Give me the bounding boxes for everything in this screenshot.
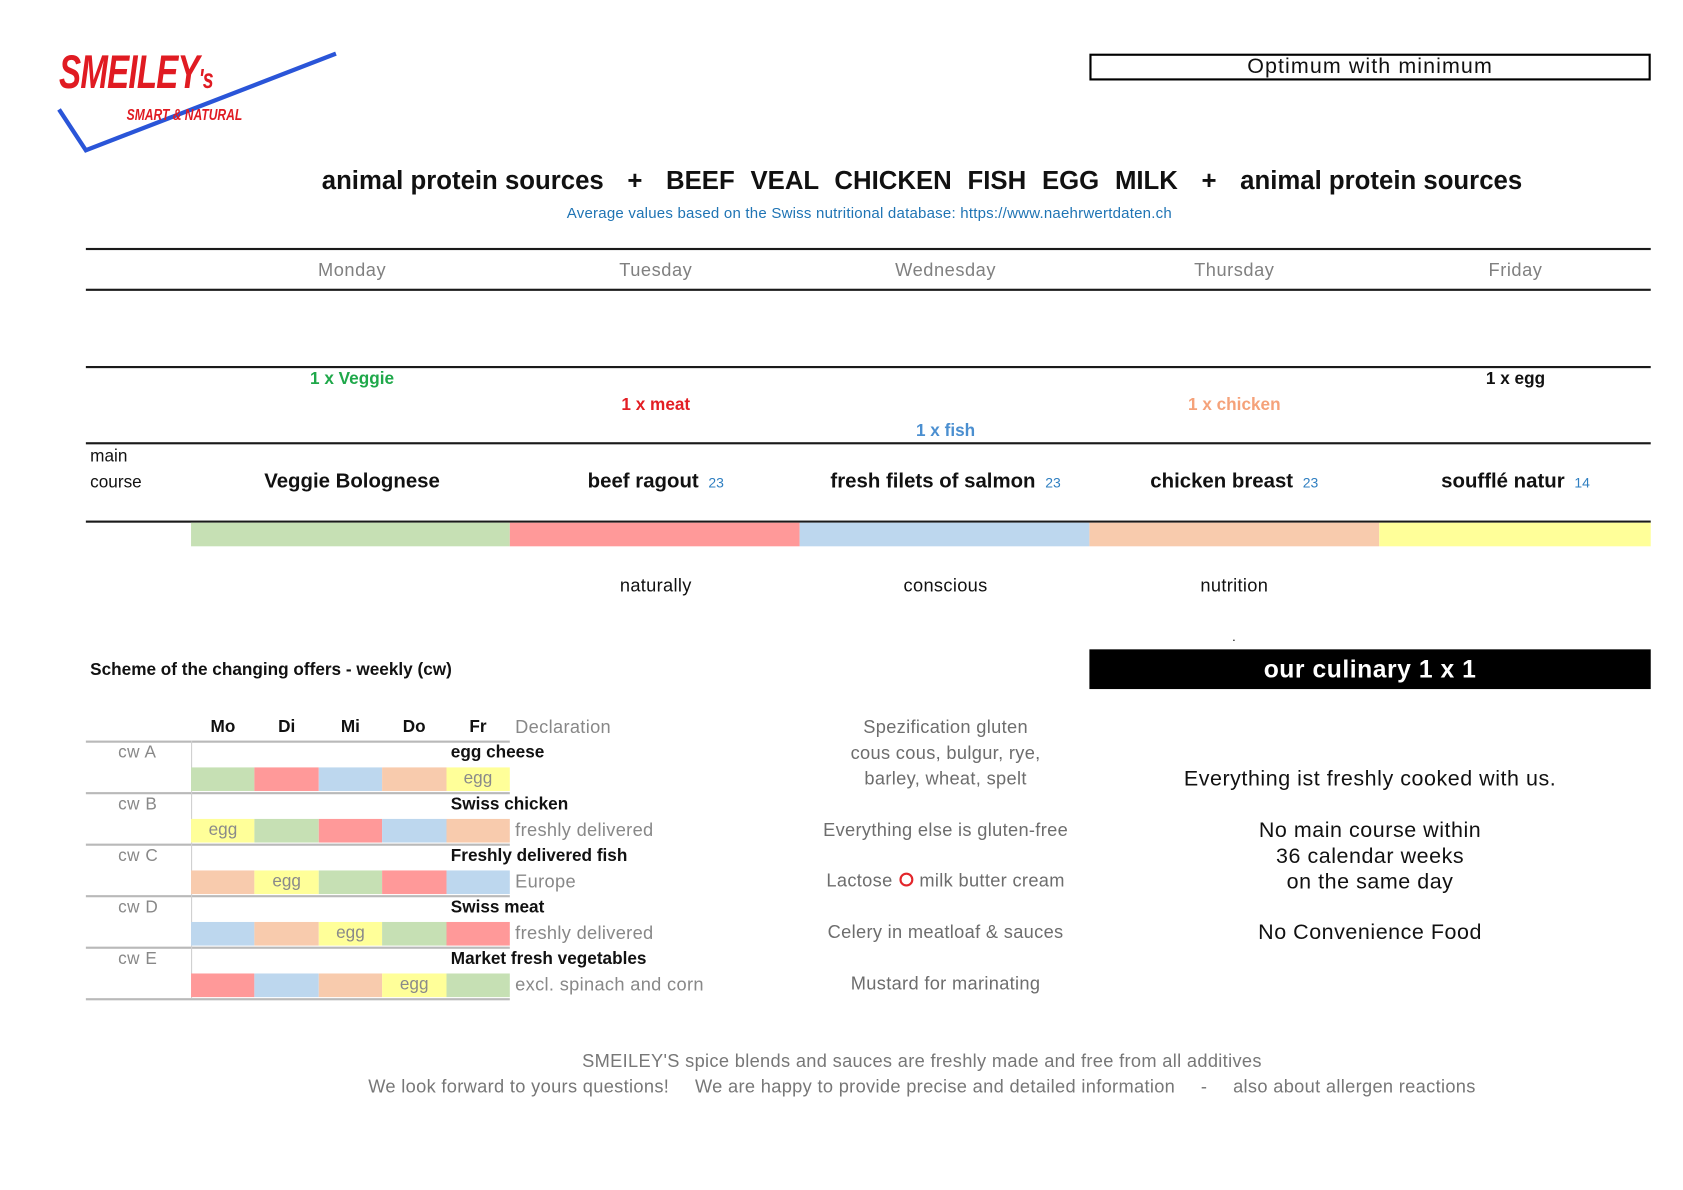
circle-icon <box>899 873 913 887</box>
gluten-line: cous cous, bulgur, rye, <box>850 742 1041 764</box>
gluten-line: barley, wheat, spelt <box>864 768 1027 789</box>
allergen-code: 23 <box>1302 474 1319 491</box>
day-thursday: Thursday <box>1194 259 1275 281</box>
footer-contact-line <box>301 1077 1544 1098</box>
origin-note: excl. spinach and corn <box>515 974 704 995</box>
scheme-cell <box>255 973 319 997</box>
scheme-cell <box>319 819 383 843</box>
origin-note: Europe <box>515 871 576 892</box>
day-wednesday: Wednesday <box>895 259 997 281</box>
divider <box>86 248 1651 250</box>
day-tuesday: Tuesday <box>619 259 693 281</box>
scheme-cell <box>319 767 383 791</box>
main-course-label: main course <box>90 447 142 492</box>
allergen-code: 23 <box>1045 474 1061 491</box>
frequency-egg: 1 x egg <box>1485 370 1546 389</box>
fresh-cooking-statement: Everything ist freshly cooked with us. <box>1183 767 1557 792</box>
scheme-cell <box>191 767 255 791</box>
footer-allergen-note: also about allergen reactions <box>1233 1076 1476 1097</box>
headline-plus: + <box>627 166 643 196</box>
gluten-free-note: Everything else is gluten-free <box>823 820 1069 841</box>
scheme-cell <box>382 819 446 843</box>
frequency-meat: 1 x meat <box>621 396 691 415</box>
headline-plus: + <box>1201 166 1217 196</box>
footer-dash: - <box>1200 1076 1208 1097</box>
scheme-cell <box>255 922 319 946</box>
scheme-cell-egg: egg <box>319 922 383 946</box>
motto-word: naturally <box>619 575 692 596</box>
cw-label: cw C <box>118 846 159 866</box>
page-title <box>268 166 1575 196</box>
footer-contact: We look forward to yours questions! <box>368 1076 670 1097</box>
origin-note: freshly delivered <box>515 923 654 944</box>
celery-note: Celery in meatloaf & sauces <box>827 921 1064 943</box>
dish-thursday: chicken breast 23 <box>1150 470 1319 493</box>
scheme-cell <box>255 819 319 843</box>
scheme-cell-egg: egg <box>382 973 446 997</box>
motto-word: nutrition <box>1200 575 1269 596</box>
weekday-header: Do <box>402 718 426 737</box>
headline-right: animal protein sources <box>1240 166 1523 196</box>
scheme-cell-egg: egg <box>446 767 510 791</box>
stray-mark: . <box>1232 628 1236 644</box>
no-convenience-note: No Convenience Food <box>1258 920 1482 945</box>
rotation-line: 36 calendar weeks <box>1276 844 1465 869</box>
scheme-cell <box>191 973 255 997</box>
scheme-cell <box>319 870 383 894</box>
scheme-cell <box>255 767 319 791</box>
culinary-banner: our culinary 1 x 1 <box>1089 649 1650 689</box>
origin-label: Freshly delivered fish <box>450 846 628 866</box>
scheme-cell <box>446 973 510 997</box>
origin-label: egg cheese <box>450 743 545 763</box>
scheme-cell <box>319 973 383 997</box>
slogan-box: Optimum with minimum <box>1089 54 1650 81</box>
color-bar-thursday <box>1089 523 1379 547</box>
allergen-code: 14 <box>1574 474 1590 491</box>
scheme-cell <box>382 922 446 946</box>
scheme-title: Scheme of the changing offers - weekly (cw) <box>90 661 452 680</box>
dish-wednesday: fresh filets of salmon 23 <box>830 470 1061 493</box>
frequency-chicken: 1 x chicken <box>1187 396 1281 415</box>
scheme-cell <box>191 870 255 894</box>
brand-tagline: SMART & NATURAL <box>126 106 243 125</box>
dish-friday: soufflé natur 14 <box>1441 470 1590 493</box>
frequency-fish: 1 x fish <box>915 421 976 441</box>
source-note: Average values based on the Swiss nutritional database: https://www.naehrwertdaten.ch <box>566 203 1172 222</box>
color-bar-wednesday <box>800 523 1090 547</box>
scheme-cell <box>446 819 510 843</box>
weekday-header: Mo <box>210 718 236 737</box>
weekday-header: Di <box>278 718 296 737</box>
table-divider <box>86 998 510 1000</box>
headline-left: animal protein sources <box>321 166 604 196</box>
divider <box>86 442 1651 444</box>
weekday-header: Mi <box>340 718 360 737</box>
scheme-cell-egg: egg <box>255 870 319 894</box>
origin-note: freshly delivered <box>515 820 654 841</box>
scheme-cell <box>382 870 446 894</box>
footer-info: We are happy to provide precise and detailed information <box>694 1076 1176 1097</box>
motto-word: conscious <box>903 575 988 596</box>
cw-label: cw A <box>118 743 157 763</box>
allergen-code: 23 <box>708 474 724 491</box>
weekday-header: Fr <box>469 718 487 737</box>
mustard-note: Mustard for marinating <box>850 973 1041 994</box>
scheme-cell <box>382 767 446 791</box>
rotation-line: No main course within <box>1258 818 1482 843</box>
cw-label: cw B <box>118 795 158 814</box>
brand-name: SMEILEY's <box>59 46 213 99</box>
dish-monday: Veggie Bolognese <box>264 470 440 493</box>
origin-label: Market fresh vegetables <box>450 949 647 969</box>
dish-tuesday: beef ragout 23 <box>587 470 724 493</box>
color-bar-friday <box>1379 523 1651 547</box>
headline-center: BEEF VEAL CHICKEN FISH EGG MILK <box>666 166 1178 196</box>
cw-label: cw E <box>118 949 158 969</box>
origin-label: Swiss meat <box>450 898 545 917</box>
lactose-note: Lactose milk butter cream <box>826 870 1065 891</box>
scheme-cell <box>446 922 510 946</box>
frequency-veggie: 1 x Veggie <box>310 370 395 389</box>
cw-label: cw D <box>118 898 159 917</box>
rotation-line: on the same day <box>1286 870 1454 895</box>
divider <box>86 289 1651 291</box>
origin-label: Swiss chicken <box>450 795 569 814</box>
day-friday: Friday <box>1488 259 1543 281</box>
scheme-cell <box>191 922 255 946</box>
color-bar-monday <box>191 523 510 547</box>
brand-logo <box>54 48 344 155</box>
gluten-title: Spezification gluten <box>863 716 1028 738</box>
day-monday: Monday <box>317 259 387 281</box>
declaration-header: Declaration <box>515 716 612 738</box>
footer-spice-note: SMEILEY'S spice blends and sauces are freshly made and free from all additives <box>582 1050 1262 1072</box>
color-bar-tuesday <box>510 523 800 547</box>
scheme-cell <box>446 870 510 894</box>
divider <box>86 366 1651 368</box>
scheme-cell-egg: egg <box>191 819 255 843</box>
